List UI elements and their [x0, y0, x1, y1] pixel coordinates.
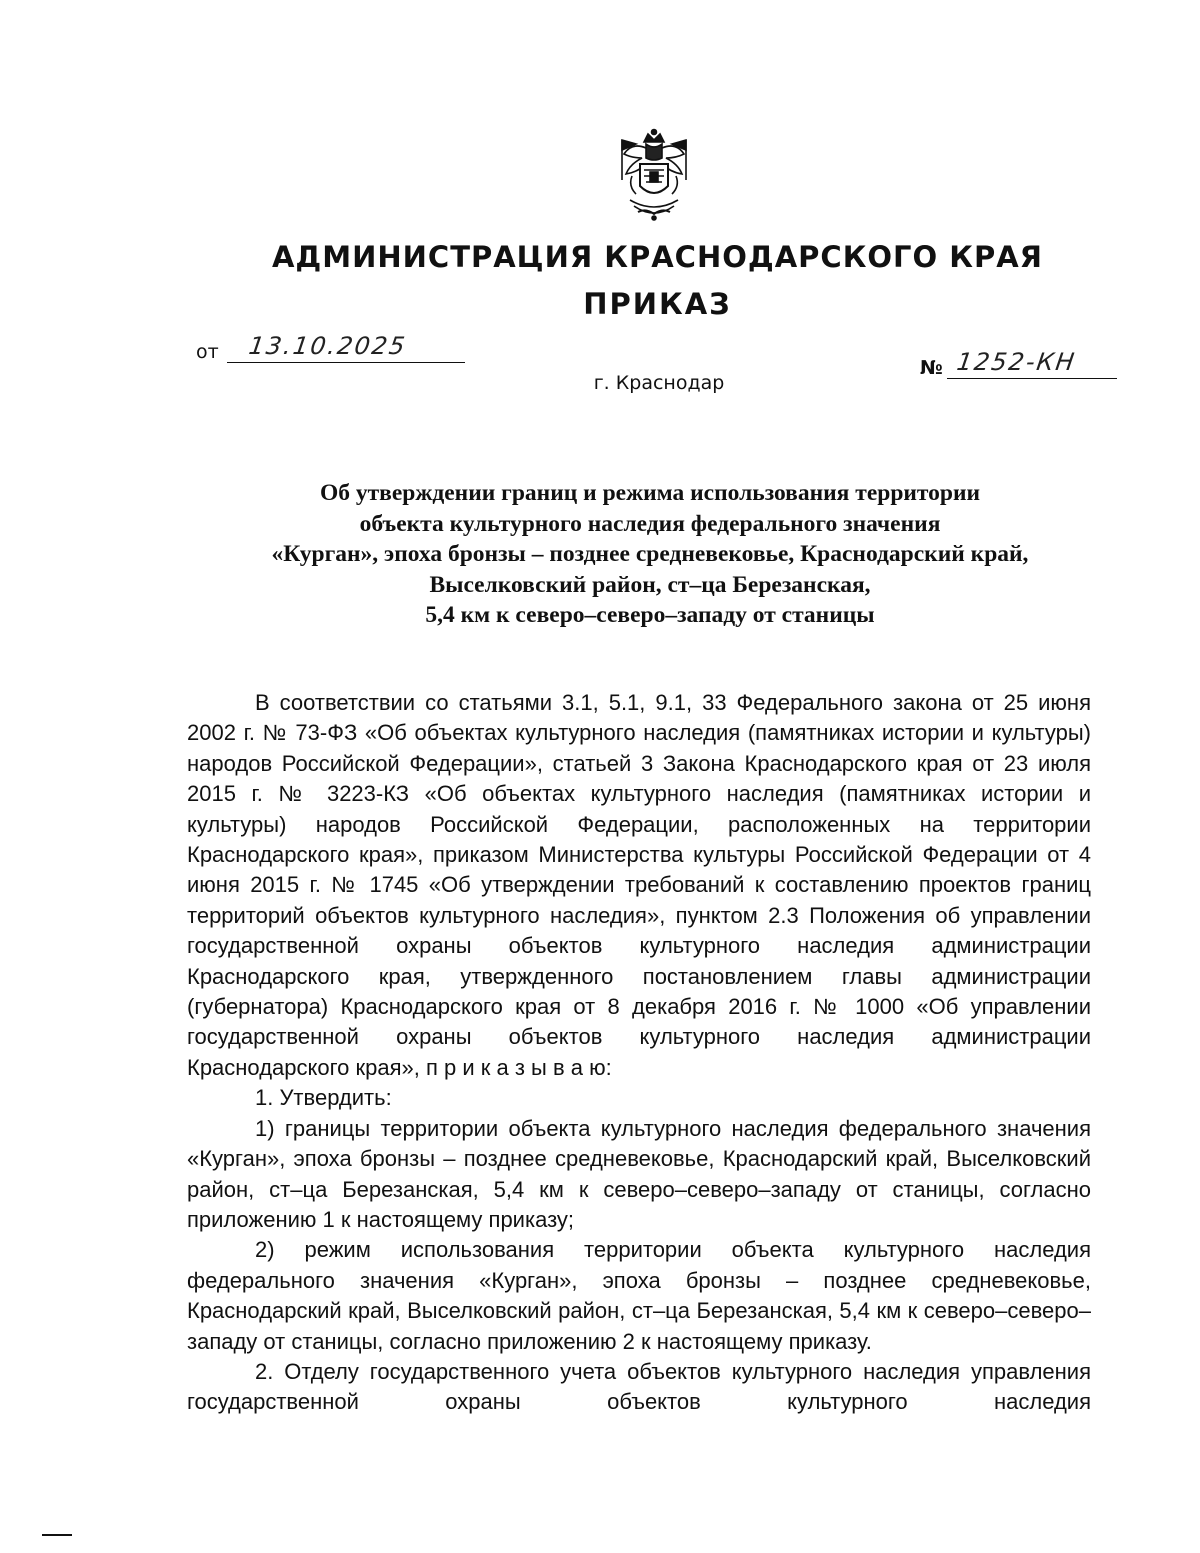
number-label: № [920, 357, 943, 379]
document-subject [150, 478, 1150, 631]
document-type-title: ПРИКАЗ [583, 287, 732, 321]
preamble-paragraph: В соответствии со статьями 3.1, 5.1, 9.1, 33 Федерального закона от 25 июня 2002 г. № 73-ФЗ «Об объектах культурного наследия (памятниках истории и культуры) народов Российской Федерации», статьей 3 Закона Краснодарского края от 23 июля 2015 г. № 3223-КЗ «Об объектах культурного наследия (памятниках истории и культуры) народов Российской Федерации, расположенных на территории Краснодарского края», приказом Министерства культуры Российской Федерации от 4 июня 2015 г. № 1745 «Об утверждении требований к составлению проектов границ территорий объектов культурного наследия», пунктом 2.3 Положения об управлении государственной охраны объектов культурного наследия администрации Краснодарского края, утвержденного постановлением главы администрации (губернатора) Краснодарского края от 8 декабря 2016 г. № 1000 «Об управлении государственной охраны объектов культурного наследия администрации Краснодарского края», п р и к а з ы в а ю: [187, 690, 1091, 1080]
item-1-2-paragraph: 2) режим использования территории объекта культурного наследия федерального значения «Курган», эпоха бронзы – позднее средневековье, Краснодарский край, Выселковский район, ст–ца Березанская, 5,4 км к северо–северо–западу от станицы, согласно приложению 2 к настоящему приказу. [187, 1237, 1091, 1354]
subject-line: 5,4 км к северо–северо–западу от станицы [425, 602, 875, 628]
subject-line: Об утверждении границ и режима использования территории [319, 480, 981, 506]
organization-title: АДМИНИСТРАЦИЯ КРАСНОДАРСКОГО КРАЯ [271, 240, 1044, 274]
subject-line: «Курган», эпоха бронзы – позднее средневековье, Краснодарский край, [271, 541, 1029, 567]
document-body [187, 688, 1091, 1418]
date-field [227, 332, 465, 363]
handwritten-number: 1252-КН [954, 348, 1078, 376]
handwritten-date: 13.10.2025 [246, 332, 409, 360]
corner-mark [42, 1534, 72, 1536]
item-1-paragraph: 1. Утвердить: [255, 1085, 392, 1111]
subject-line: Выселковский район, ст–ца Березанская, [429, 571, 871, 598]
item-2-paragraph: 2. Отделу государственного учета объектов культурного наследия управления государственной охраны объектов культурного наследия [187, 1358, 1091, 1415]
item-1-1-paragraph: 1) границы территории объекта культурного наследия федерального значения «Курган», эпоха бронзы – позднее средневековье, Краснодарский край, Выселковский район, ст–ца Березанская, 5,4 км к северо–северо–западу от станицы, согласно приложению 1 к настоящему приказу; [187, 1115, 1091, 1232]
subject-line: объекта культурного наследия федерального значения [359, 510, 941, 537]
date-row [196, 332, 465, 363]
city-line: г. Краснодар [593, 372, 725, 394]
coat-of-arms-emblem [612, 128, 696, 224]
date-label: от [196, 341, 219, 363]
